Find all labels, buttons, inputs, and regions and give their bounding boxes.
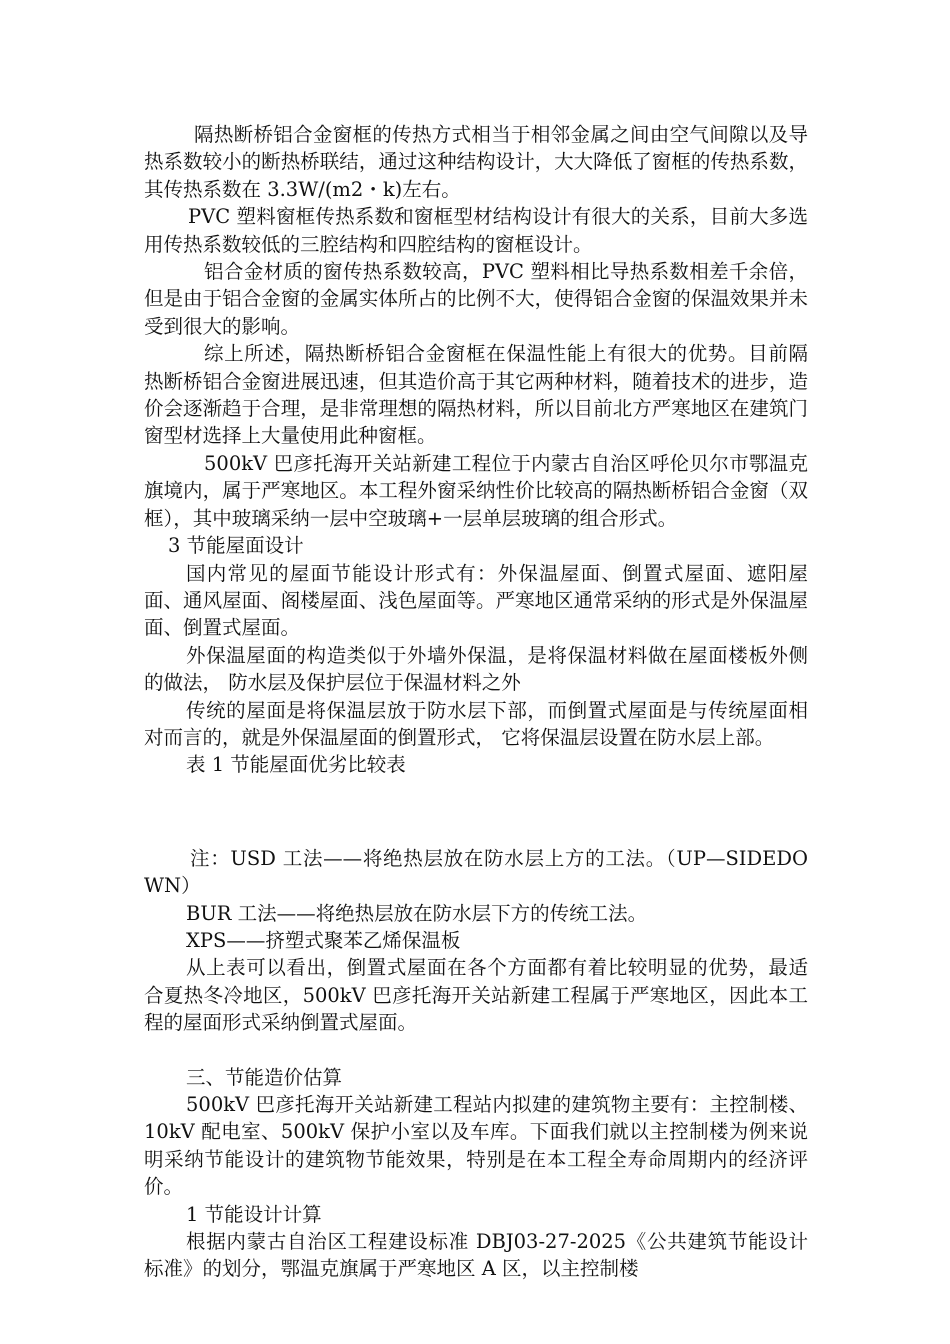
paragraph-roof-types: 国内常见的屋面节能设计形式有：外保温屋面、倒置式屋面、遮阳屋面、通风屋面、阁楼屋面、浅色屋面等。严寒地区通常采纳的形式是外保温屋面、倒置式屋面。	[144, 561, 808, 640]
blank-line	[144, 1037, 808, 1064]
paragraph-summary: 综上所述，隔热断桥铝合金窗框在保温性能上有很大的优势。目前隔热断桥铝合金窗进展迅速，但其造价高于其它两种材料，随着技术的进步，造价会逐渐趋于合理，是非常理想的隔热材料，所以目前北方严寒地区在建筑门窗型材选择上大量使用此种窗框。	[144, 342, 808, 448]
document-body	[144, 121, 808, 1283]
section-heading-calculation: 1 节能设计计算	[186, 1202, 322, 1226]
paragraph-broken-bridge-aluminum: 隔热断桥铝合金窗框的传热方式相当于相邻金属之间由空气间隙以及导热系数较小的断热桥联结，通过这种结构设计，大大降低了窗框的传热系数，其传热系数在 3.3W/(m2・k)左右。	[144, 123, 808, 201]
table-caption: 表 1 节能屋面优劣比较表	[186, 753, 406, 777]
note-usd: 注：USD 工法——将绝热层放在防水层上方的工法。（UP—SIDEDOWN）	[144, 846, 808, 898]
paragraph-standard: 根据内蒙古自治区工程建设标准 DBJ03-27-2025《公共建筑节能设计标准》的划分，鄂温克旗属于严寒地区 A 区，以主控制楼	[144, 1230, 808, 1281]
paragraph-table-conclusion: 从上表可以看出，倒置式屋面在各个方面都有着比较明显的优势，最适合夏热冬冷地区，500kV 巴彦托海开关站新建工程属于严寒地区，因此本工程的屋面形式采纳倒置式屋面。	[144, 956, 808, 1035]
paragraph-inverted-roof: 传统的屋面是将保温层放于防水层下部，而倒置式屋面是与传统屋面相对而言的，就是外保温屋面的倒置形式， 它将保温层设置在防水层上部。	[144, 698, 808, 749]
paragraph-pvc-frame: PVC 塑料窗框传热系数和窗框型材结构设计有很大的关系，目前大多选用传热系数较低的三腔结构和四腔结构的窗框设计。	[144, 205, 808, 256]
note-xps: XPS——挤塑式聚苯乙烯保温板	[186, 928, 461, 952]
note-bur: BUR 工法——将绝热层放在防水层下方的传统工法。	[186, 901, 648, 925]
paragraph-external-insulation: 外保温屋面的构造类似于外墙外保温，是将保温材料做在屋面楼板外侧的做法， 防水层及保护层位于保温材料之外	[144, 643, 808, 695]
paragraph-aluminum-conductivity: 铝合金材质的窗传热系数较高，PVC 塑料相比导热系数相差千余倍，但是由于铝合金窗的金属实体所占的比例不大，使得铝合金窗的保温效果并未受到很大的影响。	[144, 260, 808, 338]
paragraph-project-window: 500kV 巴彦托海开关站新建工程位于内蒙古自治区呼伦贝尔市鄂温克旗境内，属于严寒地区。本工程外窗采纳性价比较高的隔热断桥铝合金窗（双框），其中玻璃采纳一层中空玻璃+一层单层玻璃的组合形式。	[144, 451, 808, 530]
section-heading-cost: 三、节能造价估算	[186, 1065, 343, 1089]
paragraph-buildings: 500kV 巴彦托海开关站新建工程站内拟建的建筑物主要有：主控制楼、10kV 配电室、500kV 保护小室以及车库。下面我们就以主控制楼为例来说明采纳节能设计的建筑物节能效果，特别是在本工程全寿命周期内的经济评价。	[144, 1093, 808, 1199]
section-heading-roof: 3 节能屋面设计	[168, 534, 304, 558]
table-placeholder-space	[144, 779, 808, 845]
